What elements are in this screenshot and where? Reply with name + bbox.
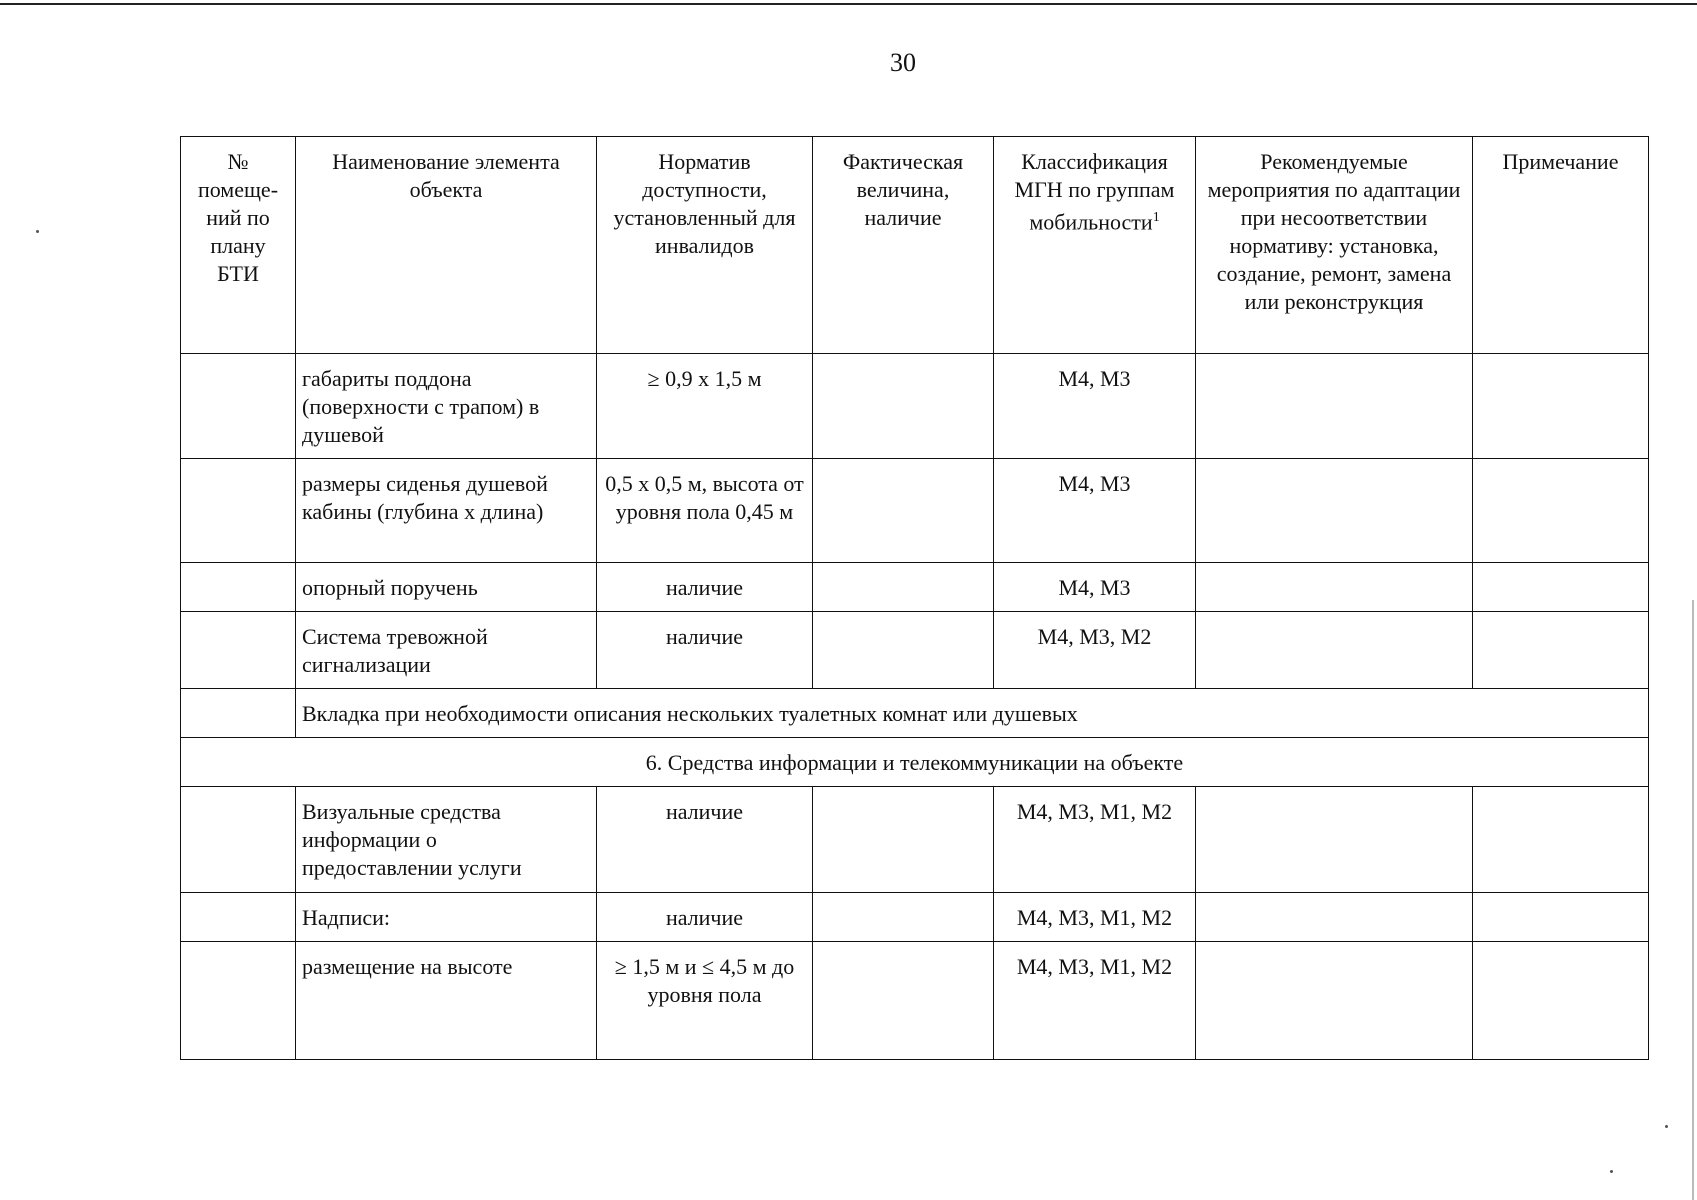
cell-note — [1473, 787, 1649, 893]
table-row — [181, 942, 1649, 1060]
table-row — [181, 787, 1649, 893]
cell-note — [1473, 459, 1649, 563]
cell-norm: ≥ 1,5 м и ≤ 4,5 м до уровня пола — [597, 942, 813, 1060]
cell-room-number — [181, 459, 296, 563]
table-row — [181, 354, 1649, 459]
cell-note — [1473, 354, 1649, 459]
cell-actual — [813, 459, 994, 563]
cell-norm: наличие — [597, 893, 813, 942]
cell-element: размещение на высоте — [296, 942, 597, 1060]
header-mgn-label: Классификация МГН по группам мобильности — [1014, 149, 1175, 235]
cell-measures — [1196, 612, 1473, 689]
cell-element: размеры сиденья душевой кабины (глубина х длина) — [296, 459, 597, 563]
header-element-name: Наименование элемента объекта — [296, 137, 597, 354]
header-mgn-classification — [994, 137, 1196, 354]
cell-element: Надписи: — [296, 893, 597, 942]
top-border-line — [0, 3, 1697, 5]
cell-actual — [813, 893, 994, 942]
cell-room-number — [181, 787, 296, 893]
cell-measures — [1196, 563, 1473, 612]
cell-mgn: М4, М3, М1, М2 — [994, 787, 1196, 893]
cell-actual — [813, 563, 994, 612]
footnote-marker: 1 — [1152, 210, 1160, 225]
cell-mgn: М4, М3, М1, М2 — [994, 942, 1196, 1060]
cell-measures — [1196, 787, 1473, 893]
cell-measures — [1196, 354, 1473, 459]
cell-measures — [1196, 893, 1473, 942]
header-room-number: № помеще-ний по плану БТИ — [181, 137, 296, 354]
section-title: 6. Средства информации и телекоммуникации на объекте — [181, 738, 1649, 787]
cell-mgn: М4, М3 — [994, 459, 1196, 563]
page-edge-shadow — [1692, 600, 1694, 1200]
cell-element: Система тревожной сигнализации — [296, 612, 597, 689]
table-header-row — [181, 137, 1649, 354]
table-row — [181, 612, 1649, 689]
cell-mgn: М4, М3, М2 — [994, 612, 1196, 689]
cell-mgn: М4, М3, М1, М2 — [994, 893, 1196, 942]
cell-actual — [813, 942, 994, 1060]
cell-element: опорный поручень — [296, 563, 597, 612]
cell-norm: наличие — [597, 563, 813, 612]
header-accessibility-norm: Норматив доступности, установленный для инвалидов — [597, 137, 813, 354]
header-note: Примечание — [1473, 137, 1649, 354]
table-row — [181, 563, 1649, 612]
cell-mgn: М4, М3 — [994, 563, 1196, 612]
table-row — [181, 459, 1649, 563]
cell-note — [1473, 893, 1649, 942]
page-number: 30 — [890, 48, 916, 77]
header-actual-value: Фактическая величина, наличие — [813, 137, 994, 354]
cell-measures — [1196, 459, 1473, 563]
cell-norm: наличие — [597, 787, 813, 893]
scan-speck — [1665, 1125, 1668, 1128]
cell-norm: 0,5 х 0,5 м, высота от уровня пола 0,45 м — [597, 459, 813, 563]
cell-element: габариты поддона (поверхности с трапом) в душевой — [296, 354, 597, 459]
cell-measures — [1196, 942, 1473, 1060]
cell-norm: наличие — [597, 612, 813, 689]
cell-note — [1473, 942, 1649, 1060]
cell-room-number — [181, 893, 296, 942]
cell-room-number — [181, 689, 296, 738]
cell-actual — [813, 354, 994, 459]
insert-note-row — [181, 689, 1649, 738]
cell-room-number — [181, 354, 296, 459]
scan-speck — [1610, 1170, 1613, 1173]
scan-speck — [36, 230, 39, 233]
insert-note: Вкладка при необходимости описания нескольких туалетных комнат или душевых — [296, 689, 1649, 738]
cell-room-number — [181, 942, 296, 1060]
cell-note — [1473, 563, 1649, 612]
cell-actual — [813, 612, 994, 689]
header-recommended-measures: Рекомендуемые мероприятия по адаптации при несоответствии нормативу: установка, создание, ремонт, замена или реконструкция — [1196, 137, 1473, 354]
cell-norm: ≥ 0,9 х 1,5 м — [597, 354, 813, 459]
section-header-row — [181, 738, 1649, 787]
cell-mgn: М4, М3 — [994, 354, 1196, 459]
cell-room-number — [181, 612, 296, 689]
accessibility-table — [180, 136, 1649, 1060]
cell-actual — [813, 787, 994, 893]
cell-room-number — [181, 563, 296, 612]
table-row — [181, 893, 1649, 942]
cell-element: Визуальные средства информации о предоставлении услуги — [296, 787, 597, 893]
cell-note — [1473, 612, 1649, 689]
